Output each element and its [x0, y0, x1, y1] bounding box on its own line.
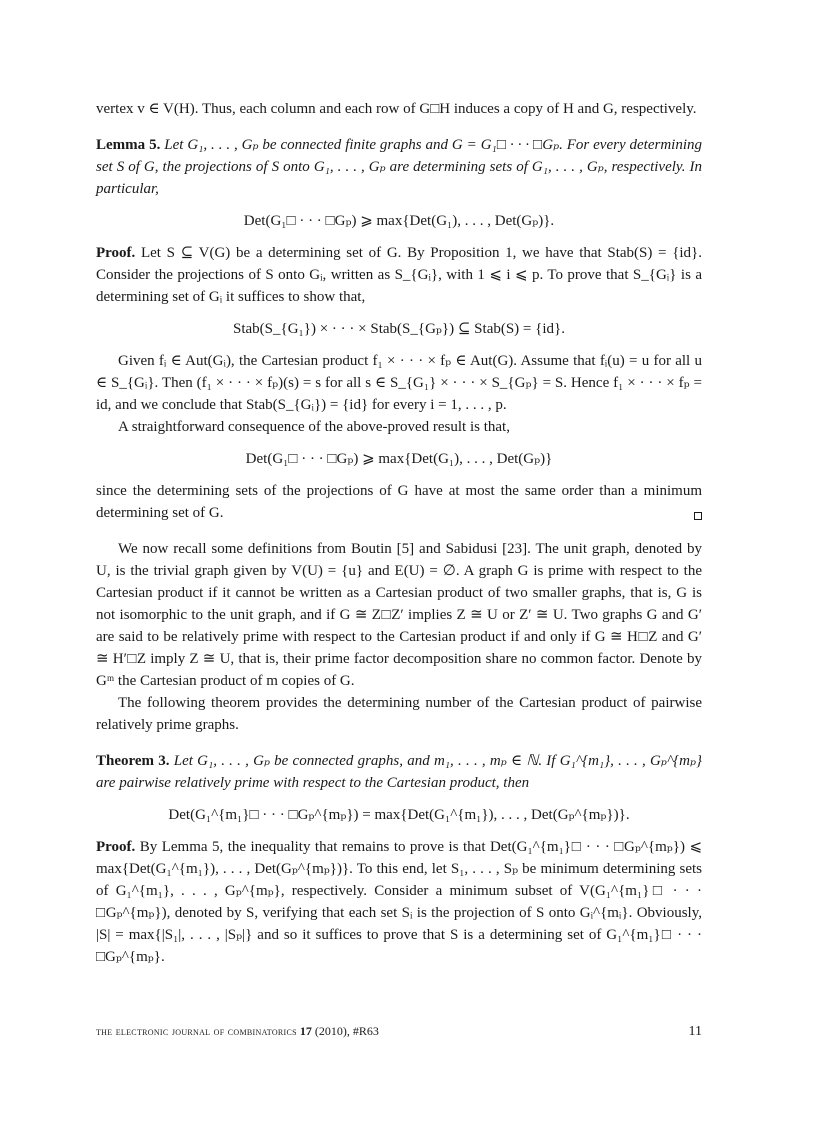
proof-end [96, 480, 702, 524]
proof-label: Proof. [96, 839, 136, 855]
journal-name: the electronic journal of combinatorics [96, 1024, 297, 1038]
journal-volume: 17 [299, 1024, 312, 1038]
theorem-3 [96, 750, 702, 794]
consequence-equation: Det(G₁□ · · · □Gₚ) ⩾ max{Det(G₁), . . . , Det(Gₚ)} [245, 451, 553, 467]
qed-square-icon [694, 512, 702, 520]
proof-theorem-3 [96, 836, 702, 968]
journal-year-article: (2010), #R63 [314, 1024, 379, 1038]
theorem-statement: Let G₁, . . . , Gₚ be connected graphs, and m₁, . . . , mₚ ∈ ℕ. If G₁^{m₁}, . . . , Gₚ^{mₚ} are pairwise relatively prime with respect to the Cartesian product, then [96, 753, 702, 791]
paragraph-definitions: We now recall some definitions from Boutin [5] and Sabidusi [23]. The unit graph, denoted by U, is the trivial graph given by V(U) = {u} and E(U) = ∅. A graph G is prime with respect to the Cartesian product if it cannot be written as a Cartesian product of two smaller graphs, that is, G is not isomorphic to the unit graph, and if G ≅ Z□Z′ implies Z ≅ U or Z′ ≅ U. Two graphs G and G′ are said to be relatively prime with respect to the Cartesian product if and only if G ≅ H□Z and G′ ≅ H′□Z imply Z ≅ U, that is, their prime factor decomposition share no common factor. Denote by Gᵐ the Cartesian product of m copies of G. [96, 541, 702, 689]
page-number: 11 [688, 1024, 702, 1039]
paragraph-intro: vertex v ∈ V(H). Thus, each column and each row of G□H induces a copy of H and G, respectively. [96, 101, 697, 117]
proof-lemma-5 [96, 242, 702, 308]
paragraph-since: since the determining sets of the projections of G have at most the same order than a minimum determining set of G. [96, 483, 702, 521]
lemma-5 [96, 134, 702, 200]
lemma-label: Lemma 5. [96, 137, 161, 153]
proof-text: Let S ⊆ V(G) be a determining set of G. By Proposition 1, we have that Stab(S) = {id}. Consider the projections of S onto Gᵢ, written as S_{Gᵢ}, with 1 ⩽ i ⩽ p. To prove that S_{Gᵢ} is a determining set of Gᵢ it suffices to show that, [96, 245, 703, 305]
page-body [96, 98, 702, 968]
lemma-statement: Let G₁, . . . , Gₚ be connected finite graphs and G = G₁□ · · · □Gₚ. For every determining set S of G, the projections of S onto G₁, . . . , Gₚ are determining sets of G₁, . . . , Gₚ, respectively. In particular, [96, 137, 703, 197]
theorem-label: Theorem 3. [96, 753, 170, 769]
page-footer [96, 1024, 702, 1039]
lemma-equation: Det(G₁□ · · · □Gₚ) ⩾ max{Det(G₁), . . . , Det(Gₚ)}. [243, 213, 555, 229]
theorem-equation: Det(G₁^{m₁}□ · · · □Gₚ^{mₚ}) = max{Det(G₁^{m₁}), . . . , Det(Gₚ^{mₚ})}. [168, 807, 630, 823]
paragraph-given: Given fᵢ ∈ Aut(Gᵢ), the Cartesian product f₁ × · · · × fₚ ∈ Aut(G). Assume that fᵢ(u) = u for all u ∈ S_{Gᵢ}. Then (f₁ × · · · × fₚ)(s) = s for all s ∈ S_{G₁} × · · · × S_{Gₚ} = S. Hence f₁ × · · · × fₚ = id, and we conclude that Stab(S_{Gᵢ}) = {id} for every i = 1, . . . , p. [96, 353, 702, 413]
proof-label: Proof. [96, 245, 136, 261]
paragraph-following: The following theorem provides the determining number of the Cartesian product of pairwise relatively prime graphs. [96, 695, 702, 733]
paragraph-consequence: A straightforward consequence of the above-proved result is that, [118, 419, 510, 435]
proof-text: By Lemma 5, the inequality that remains to prove is that Det(G₁^{m₁}□ · · · □Gₚ^{mₚ}) ⩽ max{Det(G₁^{m₁}), . . . , Det(Gₚ^{mₚ})}. To this end, let S₁, . . . , Sₚ be minimum determining sets of G₁^{m₁}, . . . , Gₚ^{mₚ}, respectively. Consider a minimum subset of V(G₁^{m₁}□ · · · □Gₚ^{mₚ}), denoted by S, verifying that each set Sᵢ is the projection of S onto Gᵢ^{mᵢ}. Obviously, |S| = max{|S₁|, . . . , |Sₚ|} and so it suffices to prove that S is a determining set of G₁^{m₁}□ · · · □Gₚ^{mₚ}. [96, 839, 703, 965]
stab-equation: Stab(S_{G₁}) × · · · × Stab(S_{Gₚ}) ⊆ Stab(S) = {id}. [233, 321, 565, 337]
